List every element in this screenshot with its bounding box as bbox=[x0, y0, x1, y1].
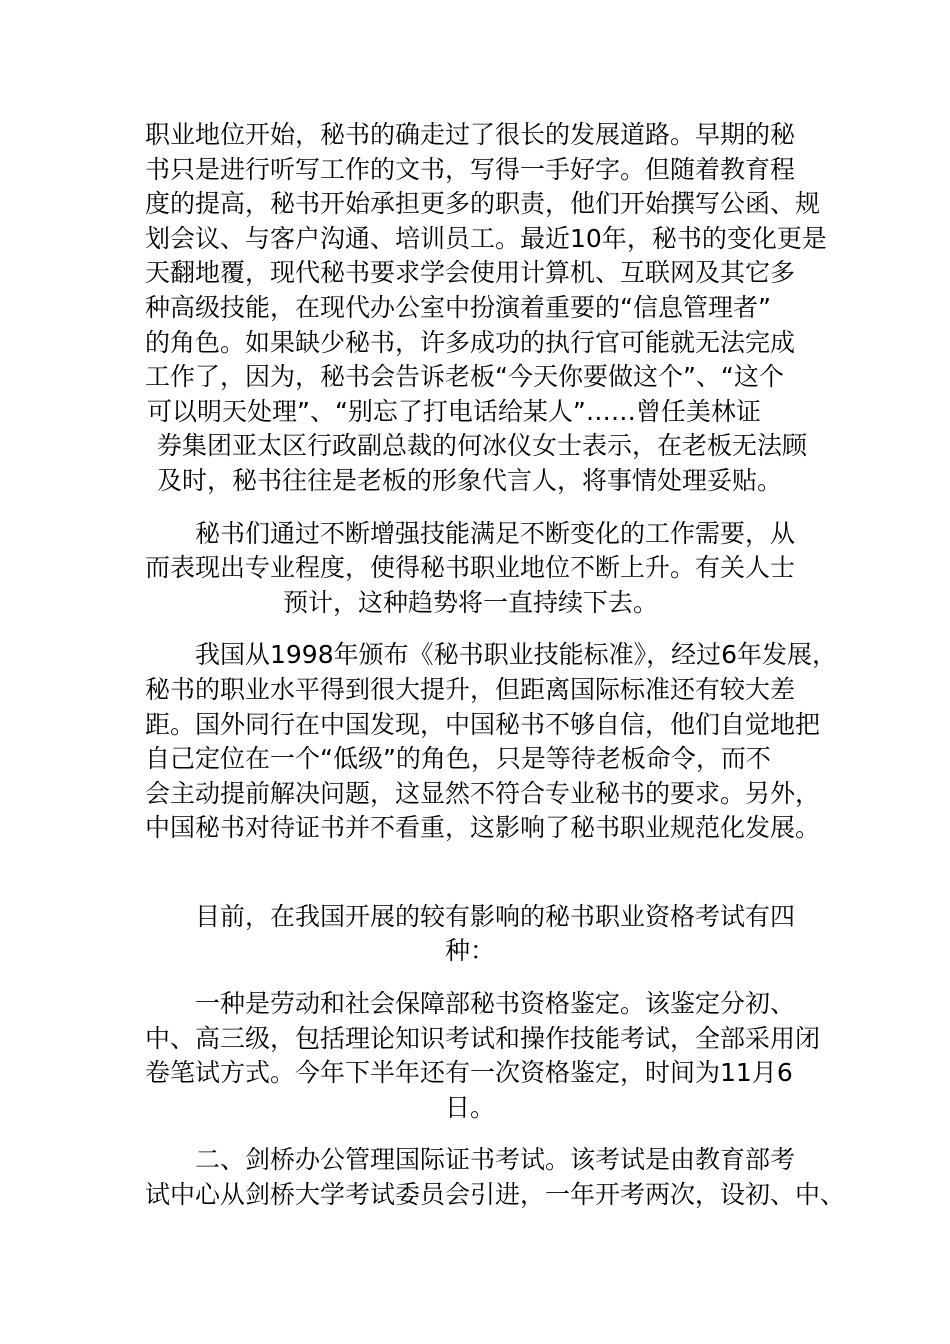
text-line: 职业地位开始，秘书的确走过了很长的发展道路。早期的秘 bbox=[145, 120, 796, 149]
text-line: 预计，这种趋势将一直持续下去。 bbox=[283, 587, 659, 617]
text-line: 而表现出专业程度，使得秘书职业地位不断上升。有关人士 bbox=[145, 553, 796, 583]
text-line: 中国秘书对待证书并不看重，这影响了秘书职业规范化发展。 bbox=[145, 813, 821, 843]
text-line: 试中心从剑桥大学考试委员会引进，一年开考两次，设初、中、 bbox=[145, 1180, 846, 1210]
text-line: 及时，秘书往往是老板的形象代言人，将事情处理妥贴。 bbox=[157, 465, 783, 495]
text-line: 目前，在我国开展的较有影响的秘书职业资格考试有四 bbox=[195, 901, 796, 931]
paragraph-exam-type-two bbox=[145, 1143, 846, 1212]
text-line: 可以明天处理”、“别忘了打电话给某人”……曾任美林证 bbox=[147, 396, 761, 426]
paragraph-china-standards bbox=[145, 638, 838, 846]
text-line: 划会议、与客户沟通、培训员工。最近10年，秘书的变化更是 bbox=[145, 223, 827, 253]
text-line: 会主动提前解决问题，这显然不符合专业秘书的要求。另外， bbox=[145, 778, 821, 808]
text-line: 的角色。如果缺少秘书，许多成功的执行官可能就无法完成 bbox=[145, 327, 796, 357]
text-line: 天翻地覆，现代秘书要求学会使用计算机、互联网及其它多 bbox=[145, 258, 796, 288]
text-line: 度的提高，秘书开始承担更多的职责，他们开始撰写公函、规 bbox=[145, 189, 821, 219]
text-line: 一种是劳动和社会保障部秘书资格鉴定。该鉴定分初、 bbox=[195, 989, 796, 1019]
paragraph-exam-type-one bbox=[145, 987, 821, 1125]
document-body bbox=[145, 118, 846, 1213]
text-line: 日。 bbox=[445, 1092, 496, 1122]
paragraph-exam-overview bbox=[145, 900, 815, 969]
text-line: 种： bbox=[445, 936, 496, 966]
paragraph-skills-trend bbox=[145, 517, 815, 621]
text-line: 卷笔试方式。今年下半年还有一次资格鉴定，时间为11月6 bbox=[145, 1058, 793, 1088]
text-line: 券集团亚太区行政副总裁的何冰仪女士表示，在老板无法顾 bbox=[157, 431, 808, 461]
text-line: 书只是进行听写工作的文书，写得一手好字。但随着教育程 bbox=[145, 154, 796, 184]
text-line: 二、剑桥办公管理国际证书考试。该考试是由教育部考 bbox=[195, 1145, 796, 1175]
paragraph-secretary-history bbox=[145, 118, 827, 499]
text-line: 种高级技能，在现代办公室中扮演着重要的“信息管理者” bbox=[145, 292, 771, 322]
text-line: 我国从1998年颁布《秘书职业技能标准》，经过6年发展， bbox=[195, 640, 838, 670]
text-line: 中、高三级，包括理论知识考试和操作技能考试，全部采用闭 bbox=[145, 1023, 821, 1053]
text-line: 工作了，因为，秘书会告诉老板“今天你要做这个”、“这个 bbox=[145, 362, 784, 392]
text-line: 秘书们通过不断增强技能满足不断变化的工作需要，从 bbox=[195, 518, 796, 548]
text-line: 自己定位在一个“低级”的角色，只是等待老板命令，而不 bbox=[145, 744, 771, 774]
text-line: 距。国外同行在中国发现，中国秘书不够自信，他们自觉地把 bbox=[145, 709, 821, 739]
text-line: 秘书的职业水平得到很大提升，但距离国际标准还有较大差 bbox=[145, 674, 796, 704]
